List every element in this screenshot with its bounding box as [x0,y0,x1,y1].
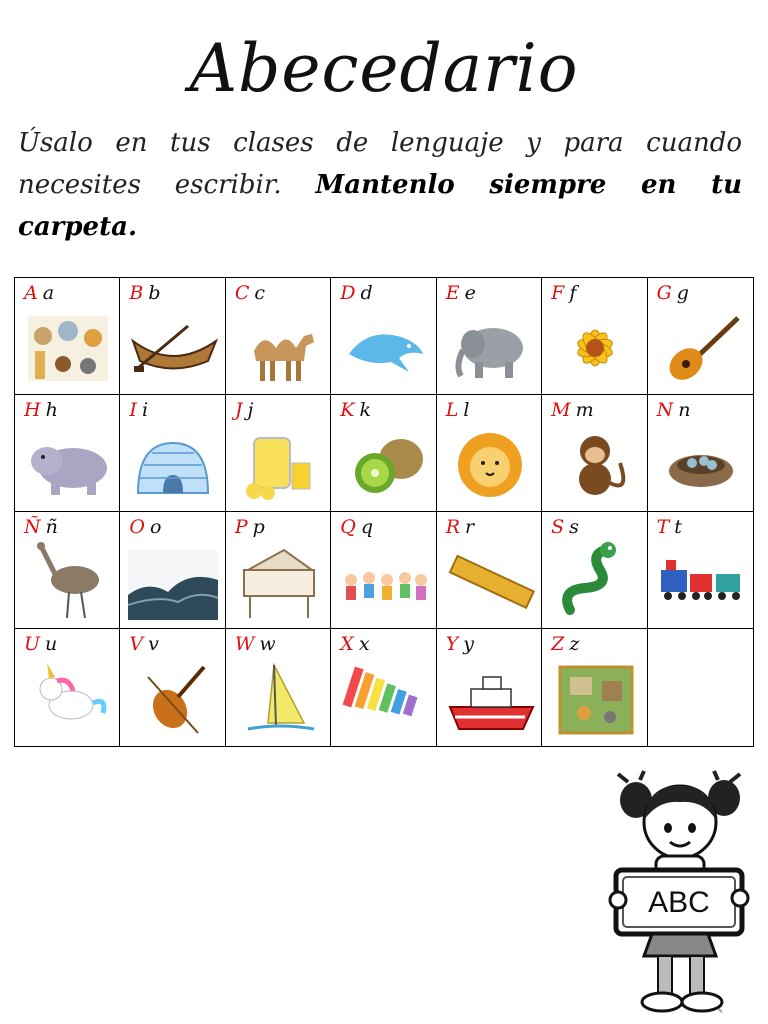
letter-cell-o [120,512,225,629]
letter-pair [235,633,276,655]
letter-cell-a [15,278,120,395]
letter-cell-w [226,629,331,746]
letter-cell-u [15,629,120,746]
letter-cell-p [226,512,331,629]
letter-cell-k [331,395,436,512]
lowercase-letter: c [254,282,266,304]
uppercase-letter: E [445,282,460,304]
lowercase-letter: g [676,282,689,304]
letter-cell-t [648,512,753,629]
lion-icon [445,423,535,505]
letter-pair [24,282,54,304]
credit-signature: ✎ [718,1008,724,1015]
letter-cell-i [120,395,225,512]
uppercase-letter: X [340,633,354,655]
letter-cell-v [120,629,225,746]
girl-with-sign-icon [608,770,758,1020]
lowercase-letter: s [569,516,579,538]
letter-pair [129,516,161,538]
letter-cell-x [331,629,436,746]
yacht-icon [445,657,535,739]
letter-pair [657,282,689,304]
piano-icon [234,540,324,622]
uppercase-letter: V [129,633,144,655]
letter-cell-m [542,395,647,512]
uppercase-letter: N [656,399,674,421]
letter-cell-h [15,395,120,512]
unicorn-icon [23,657,113,739]
lowercase-letter: l [463,399,470,421]
letter-pair [24,516,58,538]
uppercase-letter: I [129,399,137,421]
lowercase-letter: q [360,516,374,538]
lowercase-letter: v [148,633,159,655]
lowercase-letter: k [359,399,371,421]
uppercase-letter: M [551,399,571,421]
uppercase-letter: C [234,282,250,304]
intro-text: Úsalo en tus clases de lenguaje y para cuando necesites escribir. [18,128,742,200]
ruler-icon [445,540,535,622]
lowercase-letter: n [678,399,691,421]
lowercase-letter: e [464,282,476,304]
letter-cell-j [226,395,331,512]
uppercase-letter: U [24,633,41,655]
lowercase-letter: t [674,516,682,538]
uppercase-letter: F [551,282,565,304]
lowercase-letter: p [252,516,265,538]
rowboat-icon [128,306,218,388]
uppercase-letter: J [234,399,243,421]
letter-cell-d [331,278,436,395]
waves-icon [128,540,218,622]
kiwi-icon [339,423,429,505]
page-title: Abecedario [189,30,579,107]
letter-pair [551,282,576,304]
uppercase-letter: W [234,633,255,655]
lowercase-letter: j [247,399,254,421]
uppercase-letter: P [234,516,248,538]
letter-pair [657,516,682,538]
letter-cell-y [437,629,542,746]
letter-cell-z [542,629,647,746]
windsurf-icon [234,657,324,739]
uppercase-letter: B [129,282,144,304]
intro-paragraph [18,122,742,248]
uppercase-letter: G [656,282,672,304]
uppercase-letter: A [24,282,38,304]
letter-pair [24,399,58,421]
lowercase-letter: y [463,633,474,655]
letter-pair [235,399,254,421]
xylophone-icon [339,657,429,739]
letter-cell-f [542,278,647,395]
zoo-icon [550,657,640,739]
empty-cell [648,629,753,746]
animals-icon [23,306,113,388]
lowercase-letter: i [141,399,149,421]
letter-pair [551,516,579,538]
letter-pair [24,633,57,655]
letter-pair [340,282,372,304]
letter-pair [446,399,470,421]
lowercase-letter: m [575,399,594,421]
sign-text: ABC [648,886,710,919]
lowercase-letter: h [45,399,58,421]
snake-icon [550,540,640,622]
flower-icon [550,306,640,388]
uppercase-letter: Ñ [24,516,41,538]
uppercase-letter: H [24,399,41,421]
letter-pair [340,516,373,538]
letter-cell-s [542,512,647,629]
letter-pair [235,282,265,304]
lowercase-letter: z [569,633,580,655]
igloo-icon [128,423,218,505]
lowercase-letter: r [465,516,475,538]
uppercase-letter: K [340,399,355,421]
letter-cell-g [648,278,753,395]
uppercase-letter: S [551,516,565,538]
violin-icon [128,657,218,739]
letter-cell-c [226,278,331,395]
alphabet-grid [14,277,754,747]
kids-icon [339,540,429,622]
letter-cell-r [437,512,542,629]
uppercase-letter: D [340,282,356,304]
uppercase-letter: R [445,516,461,538]
guitar-icon [656,306,746,388]
elephant-icon [445,306,535,388]
train-icon [656,540,746,622]
letter-pair [340,399,371,421]
letter-cell-b [120,278,225,395]
intro-emphasis: Mantenlo siempre en tu carpeta. [18,170,743,242]
letter-pair [657,399,691,421]
lowercase-letter: a [42,282,55,304]
letter-pair [551,633,579,655]
juice-icon [234,423,324,505]
camel-icon [234,306,324,388]
letter-cell-n [648,395,753,512]
letter-cell-q [331,512,436,629]
letter-pair [129,633,158,655]
rhea-icon [23,540,113,622]
nest-icon [656,423,746,505]
letter-pair [446,633,474,655]
letter-pair [446,282,476,304]
letter-cell-e [437,278,542,395]
lowercase-letter: w [259,633,276,655]
lowercase-letter: ñ [45,516,58,538]
uppercase-letter: L [445,399,459,421]
hippo-icon [23,423,113,505]
letter-cell-ñ [15,512,120,629]
uppercase-letter: Y [445,633,459,655]
letter-pair [340,633,369,655]
uppercase-letter: Q [340,516,356,538]
letter-cell-l [437,395,542,512]
letter-pair [446,516,474,538]
lowercase-letter: u [45,633,58,655]
lowercase-letter: x [358,633,370,655]
lowercase-letter: d [360,282,373,304]
uppercase-letter: Z [551,633,565,655]
uppercase-letter: O [129,516,145,538]
letter-pair [129,282,160,304]
dolphin-icon [339,306,429,388]
letter-pair [551,399,594,421]
uppercase-letter: T [656,516,670,538]
letter-pair [235,516,265,538]
letter-pair [129,399,148,421]
lowercase-letter: b [148,282,161,304]
lowercase-letter: f [569,282,577,304]
monkey-icon [550,423,640,505]
lowercase-letter: o [150,516,162,538]
